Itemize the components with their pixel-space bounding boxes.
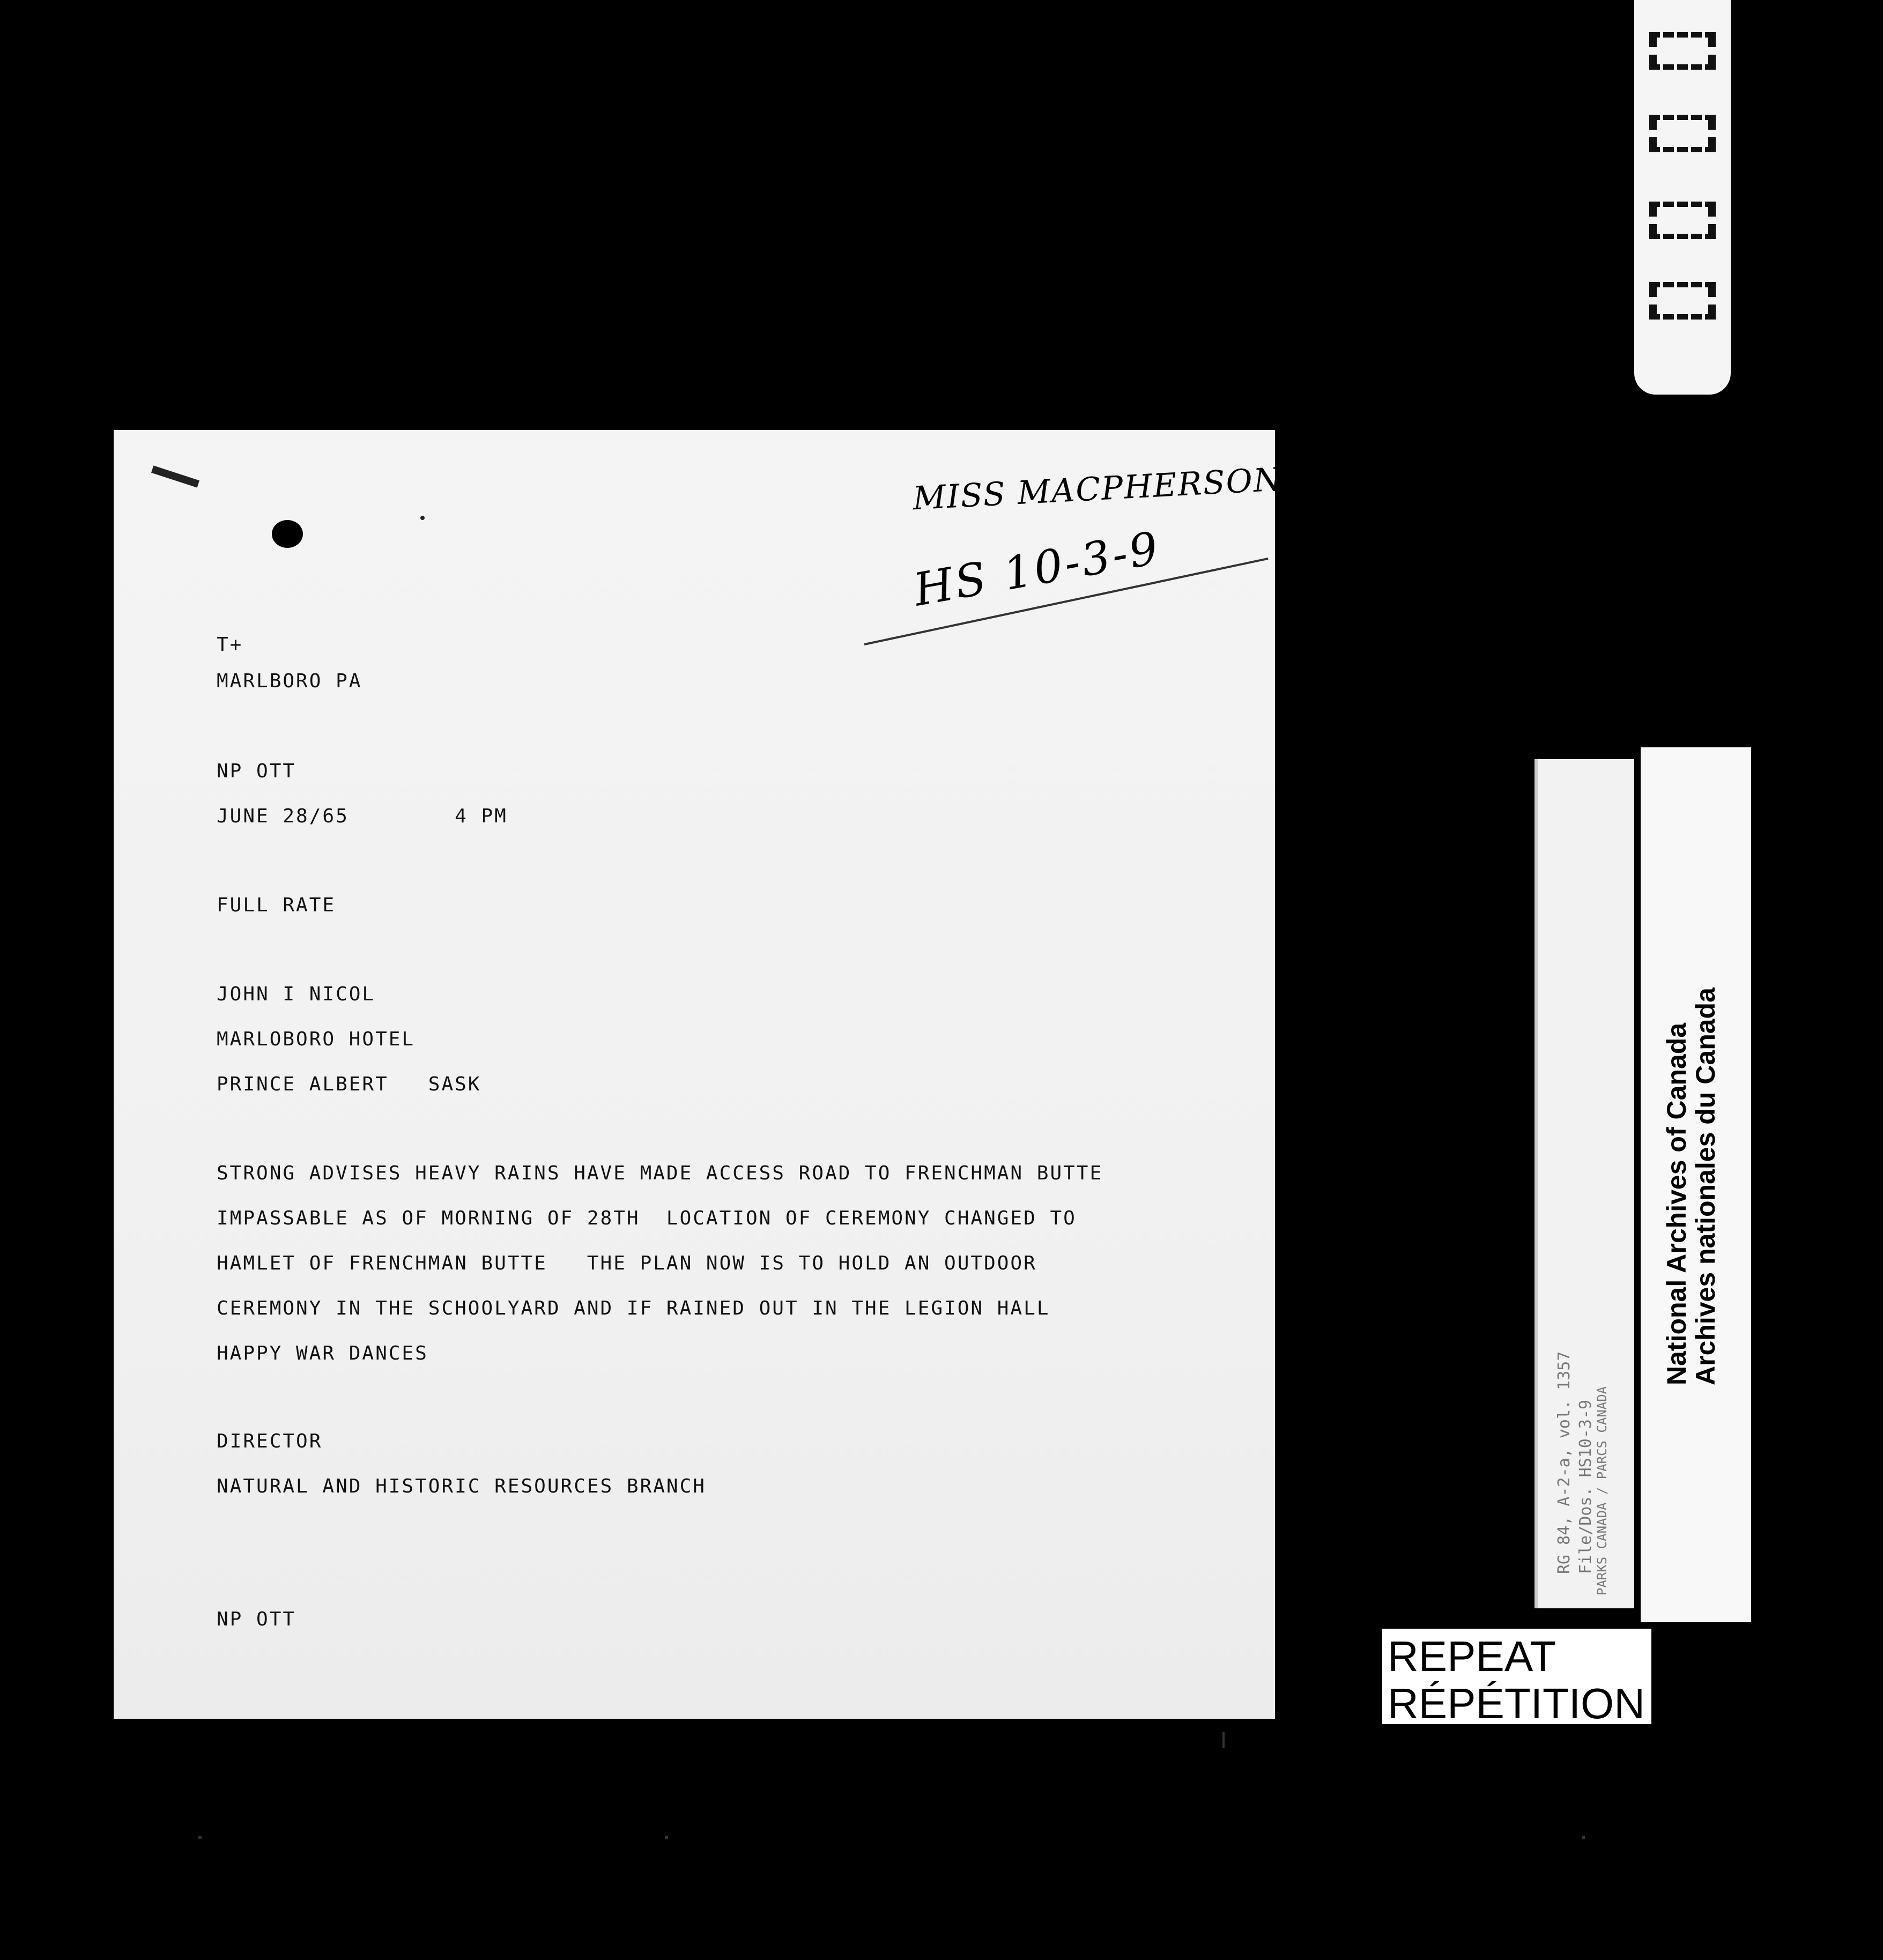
archives-label bbox=[1662, 988, 1720, 1385]
telegram-office: NP OTT bbox=[217, 760, 296, 782]
parks-canada-text: PARKS CANADA / PARCS CANADA bbox=[1595, 1386, 1610, 1595]
sender-title: DIRECTOR bbox=[217, 1430, 323, 1452]
reference-line: RG 84, A-2-a, vol. 1357 bbox=[1555, 1351, 1574, 1574]
telegram-sheet bbox=[114, 430, 1352, 1719]
tab-mark bbox=[1649, 115, 1716, 152]
reference-line: File/Dos. HS10-3-9 bbox=[1576, 1399, 1595, 1574]
punch-hole bbox=[272, 520, 303, 548]
tab-mark bbox=[1649, 202, 1716, 239]
handwritten-addressee: MISS MACPHERSON/MP bbox=[911, 457, 1352, 518]
telegram-footer-office: NP OTT bbox=[217, 1608, 296, 1630]
telegram-date-time: JUNE 28/65 4 PM bbox=[217, 805, 508, 827]
reference-slip bbox=[1534, 759, 1634, 1608]
message-line: CEREMONY IN THE SCHOOLYARD AND IF RAINED OUT IN THE LEGION HALL bbox=[217, 1297, 1050, 1319]
telegram-origin: MARLBORO PA bbox=[217, 670, 362, 692]
paper-mark bbox=[151, 465, 199, 487]
recipient-city: PRINCE ALBERT SASK bbox=[217, 1073, 481, 1095]
film-speck bbox=[1222, 1732, 1225, 1748]
message-line: IMPASSABLE AS OF MORNING OF 28TH LOCATION OF CEREMONY CHANGED TO bbox=[217, 1207, 1077, 1229]
handwritten-file-number: HS 10-3-9 bbox=[910, 521, 1165, 617]
telegram-rate: FULL RATE bbox=[217, 894, 336, 916]
film-speck bbox=[665, 1836, 668, 1839]
archives-label-fr: Archives nationales du Canada bbox=[1691, 988, 1721, 1385]
repeat-label-en: REPEAT bbox=[1388, 1632, 1556, 1680]
archives-slip bbox=[1641, 747, 1751, 1622]
recipient-name: JOHN I NICOL bbox=[217, 983, 376, 1005]
telegram-code: T+ bbox=[217, 634, 243, 656]
repeat-label bbox=[1380, 1627, 1654, 1726]
archives-label-en: National Archives of Canada bbox=[1662, 1022, 1692, 1385]
film-speck bbox=[198, 1836, 202, 1839]
recipient-hotel: MARLOBORO HOTEL bbox=[217, 1028, 416, 1050]
message-line: STRONG ADVISES HEAVY RAINS HAVE MADE ACCESS ROAD TO FRENCHMAN BUTTE bbox=[217, 1162, 1103, 1184]
message-line: HAMLET OF FRENCHMAN BUTTE THE PLAN NOW IS TO HOLD AN OUTDOOR bbox=[217, 1252, 1037, 1274]
film-tab-strip bbox=[1634, 0, 1731, 395]
tab-mark bbox=[1649, 32, 1716, 70]
tab-mark bbox=[1649, 282, 1716, 320]
reference-text bbox=[1554, 1352, 1597, 1574]
message-line: HAPPY WAR DANCES bbox=[217, 1342, 428, 1364]
film-speck bbox=[1582, 1836, 1585, 1839]
repeat-label-fr: RÉPÉTITION bbox=[1388, 1680, 1645, 1727]
speck bbox=[420, 516, 425, 520]
sender-branch: NATURAL AND HISTORIC RESOURCES BRANCH bbox=[217, 1475, 706, 1497]
